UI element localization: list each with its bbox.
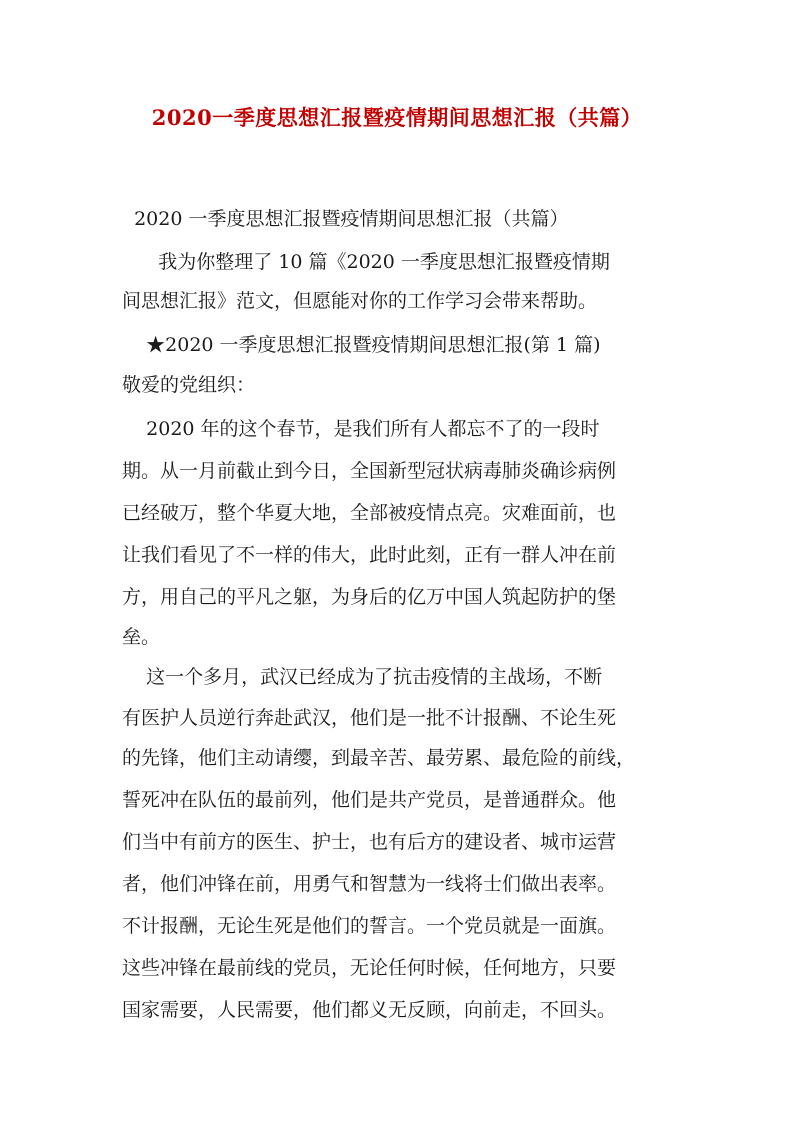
text-line: 不计报酬，无论生死是他们的誓言。一个党员就是一面旗。 xyxy=(122,915,617,937)
text-line: 敬爱的党组织： xyxy=(122,374,256,396)
text-line: ★2020 一季度思想汇报暨疫情期间思想汇报(第 1 篇) xyxy=(122,334,601,356)
text-line: 期。从一月前截止到今日，全国新型冠状病毒肺炎确诊病例 xyxy=(122,460,617,482)
text-line: 间思想汇报》范文，但愿能对你的工作学习会带来帮助。 xyxy=(122,290,598,312)
text-line: 这一个多月，武汉已经成为了抗击疫情的主战场，不断 xyxy=(122,666,603,688)
text-line: 已经破万，整个华夏大地，全部被疫情点亮。灾难面前，也 xyxy=(122,502,617,524)
text-line: 垒。 xyxy=(122,626,161,648)
text-line: 的先锋，他们主动请缨，到最辛苦、最劳累、最危险的前线， xyxy=(122,747,636,769)
text-line: 誓死冲在队伍的最前列，他们是共产党员，是普通群众。他 xyxy=(122,789,617,811)
text-line: 2020 年的这个春节，是我们所有人都忘不了的一段时 xyxy=(122,418,600,440)
text-line: 者，他们冲锋在前，用勇气和智慧为一线将士们做出表率。 xyxy=(122,873,617,895)
text-line: 方，用自己的平凡之躯，为身后的亿万中国人筑起防护的堡 xyxy=(122,586,617,608)
text-line: 让我们看见了不一样的伟大，此时此刻，正有一群人冲在前 xyxy=(122,544,617,566)
text-line: 有医护人员逆行奔赴武汉，他们是一批不计报酬、不论生死 xyxy=(122,707,617,729)
text-line: 2020 一季度思想汇报暨疫情期间思想汇报（共篇） xyxy=(122,208,569,230)
text-line: 国家需要，人民需要，他们都义无反顾，向前走，不回头。 xyxy=(122,999,617,1021)
text-line: 我为你整理了 10 篇《2020 一季度思想汇报暨疫情期 xyxy=(122,251,610,273)
text-line: 这些冲锋在最前线的党员，无论任何时候，任何地方，只要 xyxy=(122,957,617,979)
text-line: 们当中有前方的医生、护士，也有后方的建设者、城市运营 xyxy=(122,831,617,853)
document-title: 2020一季度思想汇报暨疫情期间思想汇报（共篇） xyxy=(151,105,643,130)
